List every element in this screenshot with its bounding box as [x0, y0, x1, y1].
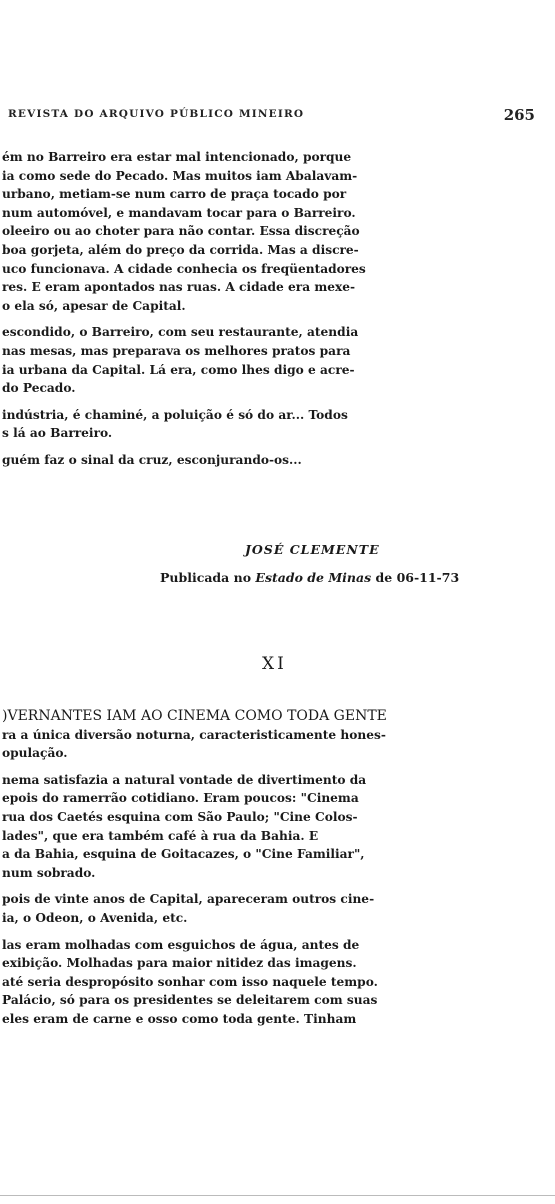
text-line: escondido, o Barreiro, com seu restaurante, atendia [2, 325, 359, 340]
text-line: ia como sede do Pecado. Mas muitos iam Abalavam- [2, 168, 358, 183]
text-line: até seria despropósito sonhar com isso naquele tempo. [2, 974, 378, 989]
text-line: Palácio, só para os presidentes se deleitarem com suas [2, 993, 378, 1008]
text-line: rua dos Caetés esquina com São Paulo; "Cine Colos- [2, 809, 358, 824]
chapter-heading: XI [262, 654, 287, 674]
text-line: ia, o Odeon, o Avenida, etc. [2, 910, 188, 925]
article2-title-line: )VERNANTES IAM AO CINEMA COMO TODA GENTE [2, 708, 387, 724]
page-number: 265 [503, 106, 535, 124]
text-line: o ela só, apesar de Capital. [2, 298, 186, 313]
article1-body [2, 148, 555, 470]
text-line: do Pecado. [2, 381, 76, 396]
page-bottom-edge [0, 1195, 555, 1196]
page-header [8, 106, 541, 126]
article1-paragraph1 [2, 148, 555, 315]
publication-prefix: Publicada no [160, 570, 252, 585]
text-line: lades", que era também café à rua da Bahia. E [2, 828, 319, 843]
article2-paragraph2 [2, 771, 555, 883]
text-line: exibição. Molhadas para maior nitidez das imagens. [2, 956, 357, 971]
article1-paragraph2 [2, 323, 555, 397]
text-line: res. E eram apontados nas ruas. A cidade era mexe- [2, 280, 356, 295]
text-line: guém faz o sinal da cruz, esconjurando-os... [2, 452, 302, 467]
publication-date: 06-11-73 [396, 570, 460, 585]
text-line: indústria, é chaminé, a poluição é só do ar... Todos [2, 407, 348, 422]
running-title: REVISTA DO ARQUIVO PÚBLICO MINEIRO [8, 108, 305, 120]
text-line: las eram molhadas com esguichos de água, antes de [2, 937, 360, 952]
text-line: uco funcionava. A cidade conhecia os freqüentadores [2, 261, 366, 276]
text-line: a da Bahia, esquina de Goitacazes, o "Cine Familiar", [2, 847, 365, 862]
text-line: ém no Barreiro era estar mal intencionado, porque [2, 150, 352, 164]
text-line: urbano, metiam-se num carro de praça tocado por [2, 187, 347, 202]
article1-paragraph3 [2, 406, 555, 443]
article2-paragraph3 [2, 890, 555, 927]
text-line: s lá ao Barreiro. [2, 426, 113, 441]
text-line: num sobrado. [2, 865, 96, 880]
text-line: oleeiro ou ao choter para não contar. Essa discreção [2, 224, 360, 239]
text-line: pois de vinte anos de Capital, apareceram outros cine- [2, 892, 375, 907]
article1-paragraph4 [2, 451, 555, 470]
text-line: ia urbana da Capital. Lá era, como lhes digo e acre- [2, 362, 355, 377]
text-line: epois do ramerrão cotidiano. Eram poucos: "Cinema [2, 791, 359, 806]
text-line: ra a única diversão noturna, caracteristicamente hones- [2, 727, 386, 742]
text-line: nema satisfazia a natural vontade de divertimento da [2, 772, 367, 787]
article2-paragraph1 [2, 707, 555, 763]
article2-body [2, 707, 555, 1029]
publication-note [160, 570, 459, 585]
publication-source: Estado de Minas [255, 570, 372, 585]
article2-paragraph4 [2, 936, 555, 1029]
publication-mid: de [375, 570, 393, 585]
text-line: eles eram de carne e osso como toda gente. Tinham [2, 1011, 357, 1026]
text-line: opulação. [2, 746, 68, 761]
text-line: num automóvel, e mandavam tocar para o Barreiro. [2, 205, 356, 220]
author-signature: JOSÉ CLEMENTE [245, 542, 380, 557]
text-line: nas mesas, mas preparava os melhores pratos para [2, 343, 351, 358]
text-line: boa gorjeta, além do preço da corrida. Mas a discre- [2, 242, 359, 257]
